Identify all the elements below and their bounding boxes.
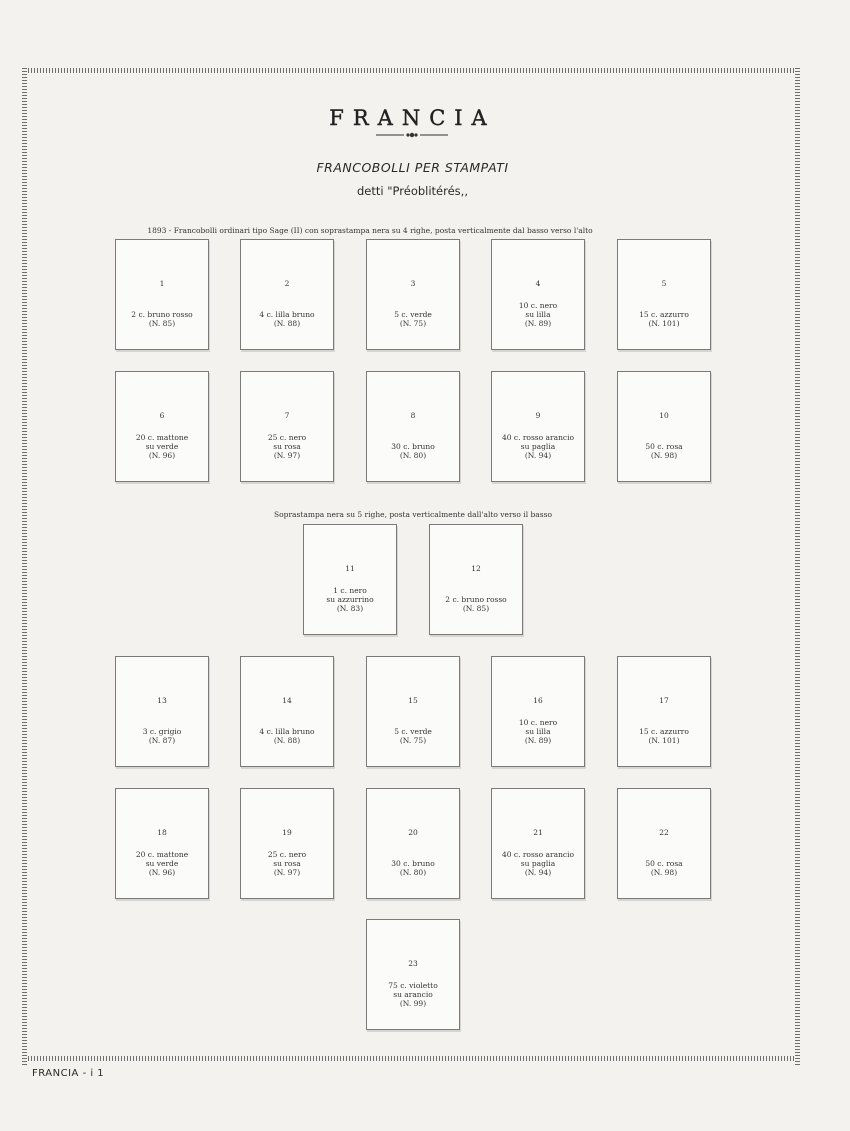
- stamp-number: 23: [408, 959, 418, 968]
- stamp-description: 50 c. rosa (N. 98): [645, 859, 683, 877]
- stamp-slot-10: [617, 371, 711, 482]
- stamp-number: 10: [659, 411, 669, 420]
- stamp-number: 6: [159, 411, 165, 420]
- stamp-slot-18: [115, 788, 209, 899]
- stamp-number: 5: [661, 279, 667, 288]
- stamp-slot-3: [366, 239, 460, 350]
- stamp-slot-2: [240, 239, 334, 350]
- stamp-number: 22: [659, 828, 669, 837]
- stamp-number: 21: [533, 828, 543, 837]
- section-note-overprint: Soprastampa nera su 5 righe, posta verticalmente dall'alto verso il basso: [274, 510, 552, 519]
- stamp-description: 5 c. verde (N. 75): [394, 727, 432, 745]
- stamp-description: 10 c. nero su lilla (N. 89): [518, 718, 558, 745]
- stamp-description: 15 c. azzurro (N. 101): [639, 727, 689, 745]
- stamp-slot-13: [115, 656, 209, 767]
- stamp-number: 3: [410, 279, 416, 288]
- section-note-1893: 1893 - Francobolli ordinari tipo Sage (II) con soprastampa nera su 4 righe, posta verticalmente dal basso verso l'alto: [147, 226, 593, 235]
- stamp-description: 5 c. verde (N. 75): [394, 310, 432, 328]
- stamp-description: 30 c. bruno (N. 80): [391, 442, 435, 460]
- stamp-number: 15: [408, 696, 418, 705]
- page-subtitle-detail: detti "Préoblitérés,,: [357, 184, 468, 198]
- stamp-slot-6: [115, 371, 209, 482]
- stamp-number: 17: [659, 696, 669, 705]
- stamp-description: 40 c. rosso arancio su paglia (N. 94): [501, 433, 575, 460]
- page-border-top: [22, 68, 800, 73]
- stamp-description: 2 c. bruno rosso (N. 85): [445, 595, 507, 613]
- stamp-slot-9: [491, 371, 585, 482]
- stamp-slot-17: [617, 656, 711, 767]
- stamp-slot-19: [240, 788, 334, 899]
- stamp-description: 25 c. nero su rosa (N. 97): [267, 850, 307, 877]
- stamp-slot-22: [617, 788, 711, 899]
- page-border-right: [795, 68, 800, 1066]
- stamp-number: 2: [284, 279, 290, 288]
- stamp-description: 20 c. mattone su verde (N. 96): [135, 433, 189, 460]
- stamp-number: 13: [157, 696, 167, 705]
- stamp-description: 1 c. nero su azzurrino (N. 83): [326, 586, 374, 613]
- stamp-slot-21: [491, 788, 585, 899]
- stamp-number: 8: [410, 411, 416, 420]
- stamp-slot-14: [240, 656, 334, 767]
- stamp-number: 12: [471, 564, 481, 573]
- stamp-number: 7: [284, 411, 290, 420]
- stamp-description: 10 c. nero su lilla (N. 89): [518, 301, 558, 328]
- stamp-description: 25 c. nero su rosa (N. 97): [267, 433, 307, 460]
- stamp-number: 18: [157, 828, 167, 837]
- page-subtitle: FRANCOBOLLI PER STAMPATI: [316, 160, 509, 175]
- stamp-number: 1: [159, 279, 165, 288]
- stamp-slot-20: [366, 788, 460, 899]
- stamp-number: 14: [282, 696, 292, 705]
- page-border-left: [22, 68, 27, 1066]
- stamp-slot-12: [429, 524, 523, 635]
- stamp-description: 40 c. rosso arancio su paglia (N. 94): [501, 850, 575, 877]
- stamp-slot-11: [303, 524, 397, 635]
- stamp-number: 4: [535, 279, 541, 288]
- stamp-slot-5: [617, 239, 711, 350]
- title-ornament-icon: [376, 130, 448, 140]
- stamp-number: 20: [408, 828, 418, 837]
- stamp-slot-7: [240, 371, 334, 482]
- stamp-slot-4: [491, 239, 585, 350]
- stamp-slot-1: [115, 239, 209, 350]
- stamp-description: 15 c. azzurro (N. 101): [639, 310, 689, 328]
- stamp-description: 75 c. violetto su arancio (N. 99): [388, 981, 438, 1008]
- stamp-description: 4 c. lilla bruno (N. 88): [259, 310, 315, 328]
- stamp-description: 3 c. grigio (N. 87): [142, 727, 182, 745]
- stamp-description: 20 c. mattone su verde (N. 96): [135, 850, 189, 877]
- stamp-number: 16: [533, 696, 543, 705]
- page-footer: FRANCIA - i 1: [32, 1068, 105, 1079]
- stamp-number: 9: [535, 411, 541, 420]
- stamp-description: 30 c. bruno (N. 80): [391, 859, 435, 877]
- stamp-description: 50 c. rosa (N. 98): [645, 442, 683, 460]
- page-border-bottom: [22, 1056, 800, 1061]
- stamp-slot-23: [366, 919, 460, 1030]
- stamp-description: 2 c. bruno rosso (N. 85): [131, 310, 193, 328]
- page-title: FRANCIA: [329, 106, 496, 130]
- stamp-description: 4 c. lilla bruno (N. 88): [259, 727, 315, 745]
- stamp-slot-8: [366, 371, 460, 482]
- stamp-slot-15: [366, 656, 460, 767]
- stamp-number: 19: [282, 828, 292, 837]
- stamp-slot-16: [491, 656, 585, 767]
- stamp-number: 11: [345, 564, 355, 573]
